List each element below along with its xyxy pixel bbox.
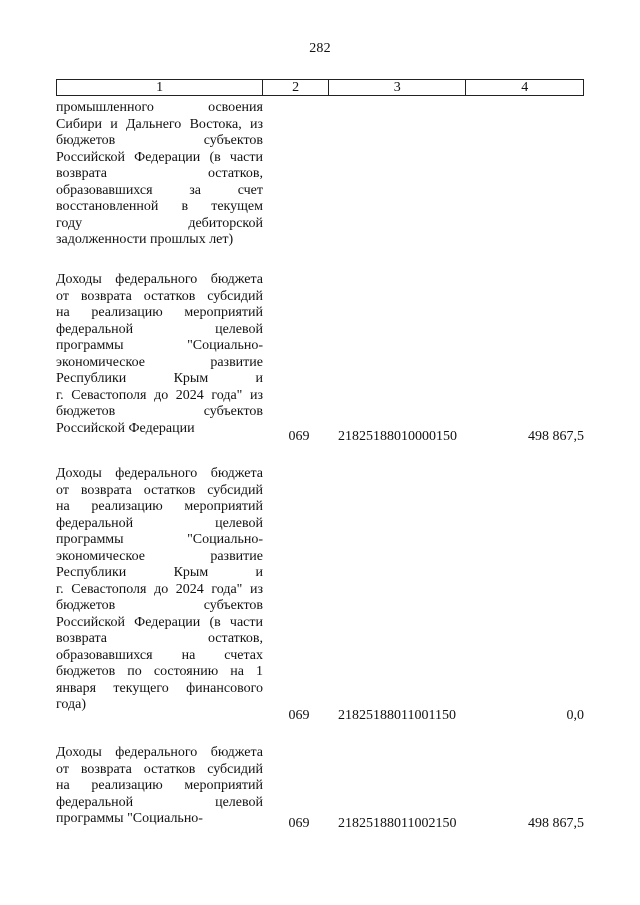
table-column-header-row [56,79,584,96]
column-header-1: 1 [57,80,263,95]
description-line: января текущего финансового [56,680,263,696]
row-description [56,272,263,437]
description-line: бюджетов субъектов [56,133,263,148]
column-header-3: 3 [329,80,466,95]
column-header-2: 2 [263,80,329,95]
row-amount: 498 867,5 [528,429,584,444]
description-line: Доходы федерального бюджета [56,272,263,287]
description-line: бюджетов субъектов [56,404,263,419]
description-line: на реализацию мероприятий [56,499,263,514]
row-admin-code: 069 [288,429,310,444]
description-line: федеральной целевой [56,515,263,531]
description-line: на реализацию мероприятий [56,305,263,320]
description-line: программы "Социально- [56,811,203,826]
row-budget-code: 21825188010000150 [338,429,457,444]
description-line: Республики Крым и [56,565,263,580]
description-line: от возврата остатков субсидий [56,288,263,304]
description-line: г. Севастополя до 2024 года" из [56,581,263,597]
description-line: восстановленной в текущем [56,199,263,214]
row-amount: 498 867,5 [528,816,584,831]
description-line: Российской Федерации [56,420,195,436]
description-line: году дебиторской [56,215,263,231]
row-description [56,100,263,249]
description-line: экономическое развитие [56,354,263,370]
description-line: программы "Социально- [56,532,263,547]
row-budget-code: 21825188011002150 [338,816,457,831]
description-line: экономическое развитие [56,548,263,564]
description-line: от возврата остатков субсидий [56,482,263,498]
row-description [56,466,263,714]
row-budget-code: 21825188011001150 [338,708,456,723]
description-line: федеральной целевой [56,794,263,810]
description-line: от возврата остатков субсидий [56,761,263,777]
row-description [56,745,263,828]
description-line: федеральной целевой [56,321,263,337]
description-line: бюджетов по состоянию на 1 [56,664,263,679]
page-number: 282 [309,41,331,56]
row-admin-code: 069 [288,708,310,723]
description-line: программы "Социально- [56,338,263,353]
description-line: возврата остатков, [56,166,263,181]
row-admin-code: 069 [288,816,310,831]
description-line: задолженности прошлых лет) [56,232,234,247]
description-line: Республики Крым и [56,371,263,386]
description-line: Доходы федерального бюджета [56,466,263,481]
description-line: бюджетов субъектов [56,598,263,613]
description-line: г. Севастополя до 2024 года" из [56,387,263,403]
description-line: Сибири и Дальнего Востока, из [56,116,263,132]
row-amount: 0,0 [566,708,584,723]
description-line: Доходы федерального бюджета [56,745,263,760]
description-line: образовавшихся за счет [56,182,263,198]
description-line: Российской Федерации (в части [56,149,263,165]
description-line: года) [56,697,86,712]
description-line: возврата остатков, [56,631,263,646]
description-line: промышленного освоения [56,100,263,115]
column-header-4: 4 [521,80,529,95]
description-line: Российской Федерации (в части [56,614,263,630]
description-line: образовавшихся на счетах [56,647,263,663]
description-line: на реализацию мероприятий [56,778,263,793]
